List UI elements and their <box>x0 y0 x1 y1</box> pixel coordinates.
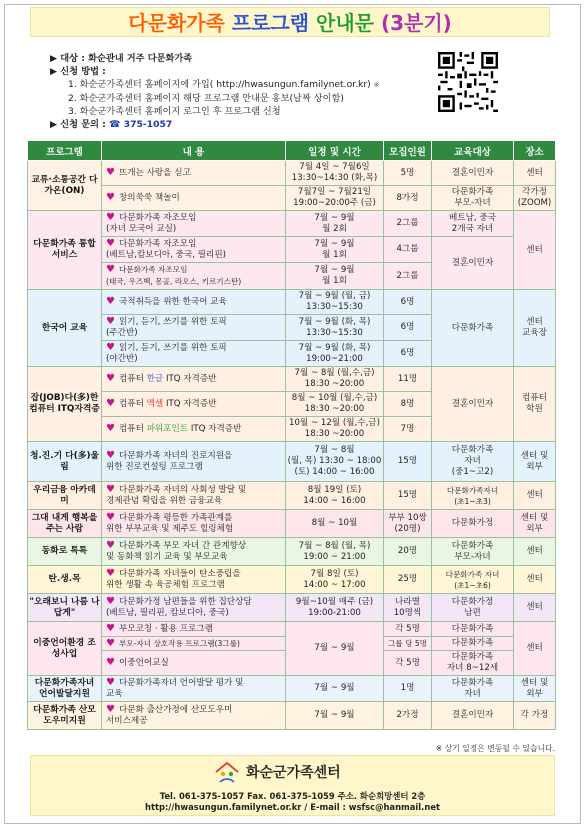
table-row <box>28 482 556 510</box>
heart-icon: ♥ <box>106 342 115 353</box>
place: 센터 <box>514 566 556 594</box>
schedule-change-note: ※ 상기 일정은 변동될 수 있습니다. <box>435 744 555 753</box>
schedule: 8월 ~ 10월 (월,수,금) 18:30 ~20:00 <box>286 392 384 417</box>
place: 센터 및 외부 <box>514 442 556 482</box>
program-name: 동화로 톡톡 <box>28 538 102 566</box>
col-header-place: 장소 <box>514 141 556 161</box>
program-content <box>102 186 286 211</box>
schedule: 7월 ~ 9월 (월, 금) 13:30~15:30 <box>286 290 384 315</box>
program-content <box>102 594 286 622</box>
content-text: 다문화가족 자조모임 (자녀 모국어 교실) <box>106 213 197 234</box>
capacity: 8가정 <box>384 186 432 211</box>
apply-step-1-mark: ※ <box>373 81 380 89</box>
place: 센터 및 외부 <box>514 676 556 702</box>
target: 다문화가족 자녀 (초1~초6) <box>432 566 514 594</box>
heart-icon: ♥ <box>106 423 115 434</box>
target: 결혼이민자 <box>432 161 514 186</box>
program-name: 청.진.기 다(多)울림 <box>28 442 102 482</box>
capacity: 각 5명 <box>384 622 432 637</box>
capacity: 8명 <box>384 392 432 417</box>
content-text: 읽기, 듣기, 쓰기를 위한 토픽 (주간반) <box>106 317 227 338</box>
target: 다문화가족 <box>432 622 514 637</box>
place: 컴퓨터 학원 <box>514 367 556 442</box>
target: 다문화가족 <box>432 290 514 367</box>
schedule: 7월 ~ 9월 월 1회 <box>286 263 384 290</box>
center-logo-icon <box>214 760 240 784</box>
info-section <box>50 52 450 131</box>
content-text: ITQ 자격증반 <box>188 424 242 434</box>
place: 센터 <box>514 482 556 510</box>
capacity: 15명 <box>384 442 432 482</box>
target-line: ▶ 대상 : 화순관내 거주 다문화가족 <box>50 53 193 64</box>
heart-icon: ♥ <box>106 264 115 275</box>
schedule: 7월 ~ 9월 월 1회 <box>286 237 384 263</box>
table-row <box>28 702 556 730</box>
target: 다문화가정 남편 <box>432 594 514 622</box>
target: 다문화가족 <box>432 637 514 651</box>
heart-icon: ♥ <box>106 568 115 579</box>
page-title <box>30 7 550 37</box>
content-text: ITQ 자격증반 <box>163 374 217 384</box>
capacity: 2가정 <box>384 702 432 730</box>
schedule: 7월 ~ 9월 (화, 목) 19:00~21:00 <box>286 341 384 367</box>
program-content <box>102 676 286 702</box>
content-text: 컴퓨터 <box>118 374 147 384</box>
col-header-schedule: 일정 및 시간 <box>286 141 384 161</box>
program-name: 우리금융 아카데미 <box>28 482 102 510</box>
capacity: 25명 <box>384 566 432 594</box>
contact-line <box>50 118 450 131</box>
schedule: 7월 ~ 8월 (월,수,금) 18:30 ~20:00 <box>286 367 384 392</box>
table-row <box>28 676 556 702</box>
capacity: 6명 <box>384 341 432 367</box>
program-name: 한국어 교육 <box>28 290 102 367</box>
target: 다문화가족 자녀 8~12세 <box>432 651 514 676</box>
target: 다문화가족 자녀 <box>432 676 514 702</box>
capacity: 7명 <box>384 417 432 442</box>
program-content <box>102 442 286 482</box>
content-text: 다문화가족자녀 언어발달 평가 및 교육 <box>106 678 244 699</box>
content-text: 창의쑥쑥 책놀이 <box>118 193 180 203</box>
place: 각 가정 <box>514 702 556 730</box>
schedule: 7월 ~ 8월 (월, 목) 19:00 ~ 21:00 <box>286 538 384 566</box>
program-content <box>102 290 286 315</box>
capacity: 6명 <box>384 290 432 315</box>
program-content <box>102 211 286 237</box>
capacity: 각 5명 <box>384 651 432 676</box>
web-email-info: http://hwasungun.familynet.or.kr / E-mail : wsfsc@hanmail.net <box>144 802 440 812</box>
heart-icon: ♥ <box>106 238 115 249</box>
place: 센터 <box>514 594 556 622</box>
heart-icon: ♥ <box>106 450 115 461</box>
heart-icon: ♥ <box>106 512 115 523</box>
program-name: 탄.생.목 <box>28 566 102 594</box>
target: 다문화가족 부모-자녀 <box>432 186 514 211</box>
heart-icon: ♥ <box>106 167 115 178</box>
schedule: 8월 ~ 10월 <box>286 510 384 538</box>
place: 센터 교육장 <box>514 290 556 367</box>
table-row <box>28 566 556 594</box>
title-part3: 안내문 <box>316 11 374 35</box>
heart-icon: ♥ <box>106 316 115 327</box>
capacity: 5명 <box>384 161 432 186</box>
table-row <box>28 290 556 315</box>
target: 다문화가족자녀 (초1~초3) <box>432 482 514 510</box>
heart-icon: ♥ <box>106 657 115 668</box>
col-header-capacity: 모집인원 <box>384 141 432 161</box>
apply-step-1-text: 1. 화순군가족센터 홈페이지에 가입( http://hwasungun.familynet.or.kr) <box>68 79 371 90</box>
heart-icon: ♥ <box>106 638 115 649</box>
program-content <box>102 417 286 442</box>
schedule: 7월 ~ 9월 <box>286 622 384 676</box>
content-text: 다문화 출산가정에 산모도우미 서비스제공 <box>106 705 233 726</box>
program-content <box>102 538 286 566</box>
heart-icon: ♥ <box>106 704 115 715</box>
capacity: 6명 <box>384 315 432 341</box>
place: 센터 <box>514 538 556 566</box>
program-content <box>102 341 286 367</box>
program-name: 교류·소통공간 다가온(ON) <box>28 161 102 211</box>
program-name: 다문화가족 산모도우미지원 <box>28 702 102 730</box>
schedule: 9월~10월 매주 (금) 19:00-21:00 <box>286 594 384 622</box>
capacity: 4그룹 <box>384 237 432 263</box>
place: 센터 <box>514 161 556 186</box>
program-content <box>102 367 286 392</box>
contact-info: Tel. 061-375-1057 Fax. 061-375-1059 주소. 화순희망센터 2층 <box>159 791 426 801</box>
capacity: 2그룹 <box>384 211 432 237</box>
title-part1: 다문화가족 <box>128 11 225 35</box>
heart-icon: ♥ <box>106 484 115 495</box>
place: 센터 및 외부 <box>514 510 556 538</box>
program-name: 다문화가족 통합서비스 <box>28 211 102 290</box>
heart-icon: ♥ <box>106 398 115 409</box>
content-text: 뜨개는 사랑을 싣고 <box>118 168 191 178</box>
table-row <box>28 622 556 637</box>
capacity: 그룹 당 5명 <box>384 637 432 651</box>
content-text: 부모코칭 · 활용 프로그램 <box>118 624 213 634</box>
content-text: ITQ 자격증반 <box>163 399 217 409</box>
content-text: 다문화가족 자조모임 (태국, 우즈벡, 몽골, 라오스, 키르기스탄) <box>106 265 242 286</box>
title-part4: (3분기) <box>380 11 452 35</box>
table-row <box>28 367 556 392</box>
schedule: 7월 ~ 9월 <box>286 702 384 730</box>
schedule: 7월 8일 (토) 14:00 ~ 17:00 <box>286 566 384 594</box>
table-header-row <box>28 141 556 161</box>
heart-icon: ♥ <box>106 677 115 688</box>
heart-icon: ♥ <box>106 623 115 634</box>
table-row <box>28 510 556 538</box>
capacity: 15명 <box>384 482 432 510</box>
target: 결혼이민자 <box>432 237 514 290</box>
content-text: 다문화가족 자녀의 사회성 발달 및 경제관념 확립을 위한 금융교육 <box>106 485 247 506</box>
center-name: 화순군가족센터 <box>246 765 341 781</box>
program-name: 그대 내게 행복을 주는 사람 <box>28 510 102 538</box>
content-text: 컴퓨터 <box>118 399 147 409</box>
title-part2: 프로그램 <box>231 11 310 35</box>
program-content <box>102 263 286 290</box>
schedule: 7월 4일 ~ 7월6일 13:30~14:30 (화,목) <box>286 161 384 186</box>
content-text: 다문화가족 자녀들이 탄소중립을 위한 생활 속 육공체험 프로그램 <box>106 569 241 590</box>
target: 다문화가족 부모-자녀 <box>432 538 514 566</box>
heart-icon: ♥ <box>106 373 115 384</box>
program-content <box>102 566 286 594</box>
content-text: 컴퓨터 <box>118 424 147 434</box>
program-name: "오래보니 나름 나답게" <box>28 594 102 622</box>
heart-icon: ♥ <box>106 192 115 203</box>
schedule: 8월 19일 (토) 14:00 ~ 16:00 <box>286 482 384 510</box>
contact-phone: ☎ 375-1057 <box>109 119 173 130</box>
program-content <box>102 237 286 263</box>
table-row <box>28 442 556 482</box>
content-highlight: 엑셀 <box>146 399 164 409</box>
table-row <box>28 161 556 186</box>
apply-step-3: 3. 화순군가족센터 홈페이지 로그인 후 프로그램 신청 <box>68 106 281 117</box>
content-text: 다문화가족 부모 자녀 간 관계향상 및 동화책 읽기 교육 및 부모교육 <box>106 541 247 562</box>
contact-label: ▶ 신청 문의 : <box>50 119 110 130</box>
qr-code-icon[interactable] <box>438 52 498 112</box>
program-content <box>102 637 286 651</box>
capacity: 부부 10쌍 (20명) <box>384 510 432 538</box>
content-text: 다문화가족 자녀의 진로지원을 위한 진로컨설팅 프로그램 <box>106 451 233 472</box>
place: 센터 <box>514 211 556 290</box>
content-text: 다문화가족 평등한 가족관계를 위한 부부교육 및 제주도 힐링체험 <box>106 513 234 534</box>
capacity: 20명 <box>384 538 432 566</box>
heart-icon: ♥ <box>106 212 115 223</box>
table-row <box>28 186 556 211</box>
content-text: 부모-자녀 상호작용 프로그램(3그룹) <box>118 639 240 648</box>
apply-label: ▶ 신청 방법 : <box>50 66 106 77</box>
program-content <box>102 482 286 510</box>
content-highlight: 한글 <box>146 374 164 384</box>
table-row <box>28 211 556 237</box>
schedule: 7월 ~ 9월 월 2회 <box>286 211 384 237</box>
col-header-content: 내 용 <box>102 141 286 161</box>
table-row <box>28 538 556 566</box>
schedule: 7월7일 ~ 7월21일 19:00~20:00주 (금) <box>286 186 384 211</box>
col-header-program: 프로그램 <box>28 141 102 161</box>
content-text: 이중언어교실 <box>118 658 169 668</box>
program-name: 다문화가족자녀 언어발달지원 <box>28 676 102 702</box>
heart-icon: ♥ <box>106 296 115 307</box>
table-row <box>28 594 556 622</box>
schedule: 7월 ~ 8월 (월, 목) 13:30 ~ 18:00 (토) 14:00 ~ 16:00 <box>286 442 384 482</box>
content-text: 다문화가족 자조모임 (베트남,캄보디아, 중국, 필리핀) <box>106 239 226 260</box>
capacity: 2그룹 <box>384 263 432 290</box>
program-name: 잡(JOB)다(多)한 컴퓨터 ITQ자격증 <box>28 367 102 442</box>
program-table <box>27 140 556 730</box>
program-content <box>102 392 286 417</box>
capacity: 나라별 10명씩 <box>384 594 432 622</box>
place: 각가정 (ZOOM) <box>514 186 556 211</box>
place: 센터 <box>514 622 556 676</box>
target: 다문화가족 자녀 (중1~고2) <box>432 442 514 482</box>
footer <box>30 755 555 816</box>
program-content <box>102 315 286 341</box>
apply-step-2: 2. 화순군가족센터 홈페이지 해당 프로그램 안내문 홍보(날짜 상이함) <box>68 93 345 104</box>
target: 결혼이민자 <box>432 367 514 442</box>
apply-step-1 <box>50 78 450 92</box>
content-text: 국적취득을 위한 한국어 교육 <box>118 297 227 307</box>
col-header-target: 교육대상 <box>432 141 514 161</box>
content-text: 다문화가정 남편들을 위한 집단상담 (베트남, 필리핀, 캄보디아, 중국) <box>106 597 252 618</box>
heart-icon: ♥ <box>106 596 115 607</box>
table-row <box>28 237 556 263</box>
capacity: 11명 <box>384 367 432 392</box>
schedule: 7월 ~ 9월 <box>286 676 384 702</box>
content-text: 읽기, 듣기, 쓰기를 위한 토픽 (야간반) <box>106 343 227 364</box>
schedule: 10월 ~ 12월 (월,수,금) 18:30 ~20:00 <box>286 417 384 442</box>
program-content <box>102 161 286 186</box>
capacity: 1명 <box>384 676 432 702</box>
target: 다문화가정 <box>432 510 514 538</box>
content-highlight: 파워포인트 <box>146 424 189 434</box>
target: 결혼이민자 <box>432 702 514 730</box>
program-content <box>102 622 286 637</box>
target: 베트남, 중국 2개국 자녀 <box>432 211 514 237</box>
heart-icon: ♥ <box>106 540 115 551</box>
program-name: 이중언어환경 조성사업 <box>28 622 102 676</box>
program-content <box>102 510 286 538</box>
program-content <box>102 702 286 730</box>
program-content <box>102 651 286 676</box>
schedule: 7월 ~ 9월 (화, 목) 13:30~15:30 <box>286 315 384 341</box>
